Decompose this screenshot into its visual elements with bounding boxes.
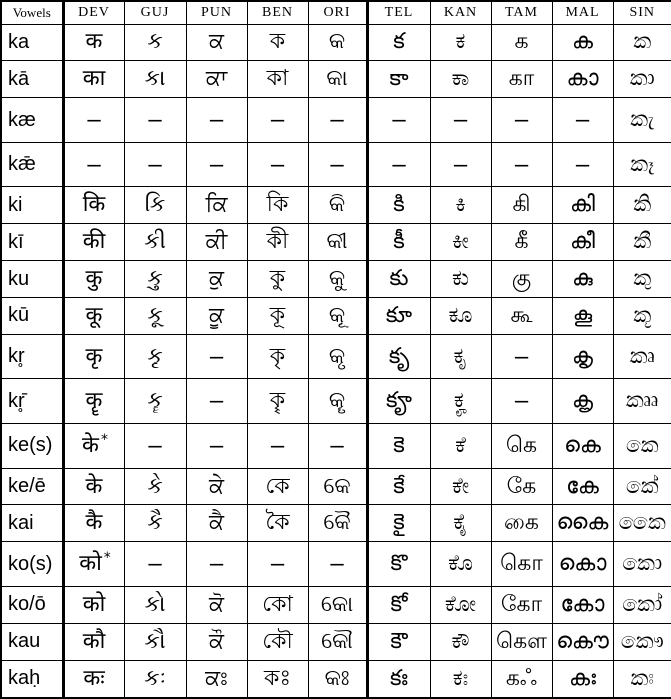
grapheme-cell: කො: [613, 542, 671, 587]
grapheme-cell: கா: [491, 61, 552, 98]
table-row: [1, 334, 671, 379]
grapheme-cell: –: [552, 142, 613, 187]
table-row: [1, 24, 671, 61]
grapheme-cell: कॄ: [63, 379, 124, 424]
grapheme-cell: కూ: [367, 298, 430, 335]
grapheme-cell: கூ: [491, 298, 552, 335]
grapheme-cell: –: [124, 424, 186, 469]
grapheme-text: को: [79, 551, 102, 577]
grapheme-cell: કે: [124, 468, 186, 505]
grapheme-cell: കു: [552, 261, 613, 298]
grapheme-cell: କୈ: [308, 505, 367, 542]
grapheme-cell: കഃ: [552, 660, 613, 698]
grapheme-cell: কূ: [247, 298, 308, 335]
grapheme-cell: కు: [367, 261, 430, 298]
table-row: [1, 623, 671, 660]
grapheme-cell: કૂ: [124, 298, 186, 335]
grapheme-cell: කෞ: [613, 623, 671, 660]
grapheme-cell: –: [124, 98, 186, 143]
grapheme-cell: কী: [247, 224, 308, 261]
grapheme-cell: કુ: [124, 261, 186, 298]
grapheme-cell: കൌ: [552, 623, 613, 660]
grapheme-cell: কো: [247, 586, 308, 623]
grapheme-cell: କୂ: [308, 298, 367, 335]
grapheme-cell: කි: [613, 187, 671, 224]
header-row: [1, 1, 671, 24]
grapheme-cell: –: [430, 142, 491, 187]
grapheme-cell: କା: [308, 61, 367, 98]
row-label: kæ: [1, 98, 63, 143]
grapheme-cell: –: [186, 334, 247, 379]
grapheme-cell: കേ: [552, 468, 613, 505]
grapheme-cell: ਕਿ: [186, 187, 247, 224]
grapheme-cell: કૌ: [124, 623, 186, 660]
row-label: ki: [1, 187, 63, 224]
grapheme-cell: కా: [367, 61, 430, 98]
row-label: kǣ: [1, 142, 63, 187]
row-label: ke/ē: [1, 468, 63, 505]
grapheme-cell: కః: [367, 660, 430, 698]
grapheme-cell: ਕੋ: [186, 586, 247, 623]
grapheme-cell: කඃ: [613, 660, 671, 698]
grapheme-cell: කී: [613, 224, 671, 261]
grapheme-cell: –: [491, 98, 552, 143]
row-label: kai: [1, 505, 63, 542]
grapheme-cell: କୋ: [308, 586, 367, 623]
grapheme-cell: –: [124, 542, 186, 587]
grapheme-cell: કઃ: [124, 660, 186, 698]
row-label: kr̥: [1, 334, 63, 379]
row-label: kū: [1, 298, 63, 335]
grapheme-cell: –: [186, 424, 247, 469]
grapheme-cell: –: [367, 142, 430, 187]
grapheme-cell: కీ: [367, 224, 430, 261]
grapheme-cell: –: [186, 98, 247, 143]
grapheme-cell: કિ: [124, 187, 186, 224]
grapheme-cell: కౌ: [367, 623, 430, 660]
grapheme-cell: કા: [124, 61, 186, 98]
grapheme-cell: ಕಿ: [430, 187, 491, 224]
grapheme-cell: ಕೃ: [430, 334, 491, 379]
column-header-kan: KAN: [430, 1, 491, 24]
grapheme-cell: કૈ: [124, 505, 186, 542]
grapheme-cell: ਕੂ: [186, 298, 247, 335]
grapheme-cell: கெ: [491, 424, 552, 469]
grapheme-cell: কৃ: [247, 334, 308, 379]
table-row: [1, 187, 671, 224]
grapheme-cell: কঃ: [247, 660, 308, 698]
grapheme-cell: କି: [308, 187, 367, 224]
grapheme-cell: ක: [613, 24, 671, 61]
grapheme-cell: కై: [367, 505, 430, 542]
grapheme-cell: के: [63, 468, 124, 505]
grapheme-cell: क: [63, 24, 124, 61]
grapheme-cell: কৌ: [247, 623, 308, 660]
row-label: kr̥̄: [1, 379, 63, 424]
column-header-tel: TEL: [367, 1, 430, 24]
grapheme-cell: ক: [247, 24, 308, 61]
grapheme-cell: –: [308, 542, 367, 587]
grapheme-cell: कू: [63, 298, 124, 335]
grapheme-cell: கி: [491, 187, 552, 224]
grapheme-cell: క: [367, 24, 430, 61]
grapheme-cell: கு: [491, 261, 552, 298]
grapheme-cell: ક: [124, 24, 186, 61]
grapheme-cell: කූ: [613, 298, 671, 335]
grapheme-cell: කෙ: [613, 424, 671, 469]
grapheme-cell: കൈ: [552, 505, 613, 542]
column-header-ori: ORI: [308, 1, 367, 24]
grapheme-cell: –: [308, 142, 367, 187]
grapheme-cell: க: [491, 24, 552, 61]
grapheme-cell: ಕೂ: [430, 298, 491, 335]
grapheme-cell: ਕੁ: [186, 261, 247, 298]
grapheme-cell: कौ: [63, 623, 124, 660]
grapheme-cell: કૃ: [124, 334, 186, 379]
grapheme-cell: ਕੌ: [186, 623, 247, 660]
row-label: ke(s): [1, 424, 63, 469]
grapheme-cell: කු: [613, 261, 671, 298]
grapheme-text: के: [82, 432, 99, 458]
grapheme-cell: കെ: [552, 424, 613, 469]
row-label: ko(s): [1, 542, 63, 587]
table-row: [1, 224, 671, 261]
asterisk-note: *: [103, 550, 111, 567]
grapheme-cell: কু: [247, 261, 308, 298]
table-row: [1, 660, 671, 698]
grapheme-cell: കാ: [552, 61, 613, 98]
table-row: [1, 468, 671, 505]
grapheme-cell: ਕਃ: [186, 660, 247, 698]
grapheme-cell: ਕੈ: [186, 505, 247, 542]
grapheme-cell: ಕೈ: [430, 505, 491, 542]
grapheme-cell: କୄ: [308, 379, 367, 424]
grapheme-cell: ಕೇ: [430, 468, 491, 505]
grapheme-cell: કી: [124, 224, 186, 261]
grapheme-cell: –: [552, 98, 613, 143]
table-row: [1, 586, 671, 623]
grapheme-cell: –: [63, 98, 124, 143]
grapheme-cell: ಕೋ: [430, 586, 491, 623]
grapheme-cell: –: [430, 98, 491, 143]
grapheme-cell: കൄ: [552, 379, 613, 424]
grapheme-cell: കൃ: [552, 334, 613, 379]
grapheme-cell: –: [308, 98, 367, 143]
grapheme-cell: ಕು: [430, 261, 491, 298]
grapheme-cell: කෘ: [613, 334, 671, 379]
grapheme-cell: కౄ: [367, 379, 430, 424]
grapheme-cell: –: [247, 98, 308, 143]
grapheme-cell: ಕ: [430, 24, 491, 61]
grapheme-cell: କୁ: [308, 261, 367, 298]
grapheme-cell: කා: [613, 61, 671, 98]
grapheme-cell: कु: [63, 261, 124, 298]
grapheme-cell: की: [63, 224, 124, 261]
grapheme-cell: কা: [247, 61, 308, 98]
grapheme-cell: ಕಃ: [430, 660, 491, 698]
column-header-ben: BEN: [247, 1, 308, 24]
grapheme-cell: କେ: [308, 468, 367, 505]
grapheme-cell: ക: [552, 24, 613, 61]
grapheme-cell: କଃ: [308, 660, 367, 698]
grapheme-cell: ਕੀ: [186, 224, 247, 261]
grapheme-cell: କୌ: [308, 623, 367, 660]
table-row: [1, 98, 671, 143]
grapheme-cell: കൊ: [552, 542, 613, 587]
grapheme-cell: కే: [367, 468, 430, 505]
grapheme-cell: को: [63, 586, 124, 623]
grapheme-cell: ಕಾ: [430, 61, 491, 98]
grapheme-cell: కి: [367, 187, 430, 224]
grapheme-cell: –: [124, 142, 186, 187]
grapheme-cell: [63, 424, 124, 469]
grapheme-cell: কৈ: [247, 505, 308, 542]
row-label: ku: [1, 261, 63, 298]
table-row: [1, 505, 671, 542]
grapheme-cell: କୃ: [308, 334, 367, 379]
row-label: kaḥ: [1, 660, 63, 698]
grapheme-cell: कै: [63, 505, 124, 542]
grapheme-cell: कः: [63, 660, 124, 698]
grapheme-cell: –: [308, 424, 367, 469]
grapheme-cell: கௌ: [491, 623, 552, 660]
grapheme-cell: කැ: [613, 98, 671, 143]
row-label: ko/ō: [1, 586, 63, 623]
grapheme-cell: कृ: [63, 334, 124, 379]
grapheme-cell: –: [491, 142, 552, 187]
table-row: [1, 298, 671, 335]
grapheme-cell: ಕೌ: [430, 623, 491, 660]
column-header-pun: PUN: [186, 1, 247, 24]
grapheme-cell: কি: [247, 187, 308, 224]
grapheme-cell: கை: [491, 505, 552, 542]
grapheme-cell: କୀ: [308, 224, 367, 261]
table-row: [1, 424, 671, 469]
grapheme-cell: கஃ: [491, 660, 552, 698]
asterisk-note: *: [100, 431, 108, 448]
column-header-vowels: Vowels: [1, 1, 63, 24]
grapheme-cell: –: [63, 142, 124, 187]
grapheme-cell: ਕਾ: [186, 61, 247, 98]
grapheme-cell: –: [247, 542, 308, 587]
row-label: kā: [1, 61, 63, 98]
grapheme-cell: का: [63, 61, 124, 98]
row-label: kau: [1, 623, 63, 660]
grapheme-cell: କ: [308, 24, 367, 61]
grapheme-cell: കി: [552, 187, 613, 224]
grapheme-cell: કૄ: [124, 379, 186, 424]
column-header-mal: MAL: [552, 1, 613, 24]
column-header-tam: TAM: [491, 1, 552, 24]
grapheme-cell: කේ: [613, 468, 671, 505]
grapheme-cell: කෲ: [613, 379, 671, 424]
column-header-sin: SIN: [613, 1, 671, 24]
table-row: [1, 542, 671, 587]
grapheme-cell: কে: [247, 468, 308, 505]
grapheme-cell: ಕೆ: [430, 424, 491, 469]
column-header-guj: GUJ: [124, 1, 186, 24]
grapheme-cell: கோ: [491, 586, 552, 623]
grapheme-cell: –: [186, 379, 247, 424]
grapheme-cell: ಕೊ: [430, 542, 491, 587]
table-row: [1, 142, 671, 187]
grapheme-cell: ਕ: [186, 24, 247, 61]
grapheme-cell: කෝ: [613, 586, 671, 623]
grapheme-cell: –: [186, 542, 247, 587]
grapheme-cell: কৄ: [247, 379, 308, 424]
grapheme-cell: –: [186, 142, 247, 187]
grapheme-cell: கொ: [491, 542, 552, 587]
grapheme-cell: ਕੇ: [186, 468, 247, 505]
table-row: [1, 379, 671, 424]
grapheme-cell: కొ: [367, 542, 430, 587]
grapheme-cell: కృ: [367, 334, 430, 379]
grapheme-cell: കോ: [552, 586, 613, 623]
grapheme-cell: കൂ: [552, 298, 613, 335]
grapheme-cell: कि: [63, 187, 124, 224]
grapheme-cell: കീ: [552, 224, 613, 261]
grapheme-cell: కె: [367, 424, 430, 469]
grapheme-cell: કો: [124, 586, 186, 623]
row-label: kī: [1, 224, 63, 261]
grapheme-cell: ಕೄ: [430, 379, 491, 424]
column-header-dev: DEV: [63, 1, 124, 24]
row-label: ka: [1, 24, 63, 61]
grapheme-cell: –: [247, 424, 308, 469]
grapheme-cell: –: [367, 98, 430, 143]
grapheme-cell: –: [247, 142, 308, 187]
grapheme-cell: கே: [491, 468, 552, 505]
grapheme-cell: ಕೀ: [430, 224, 491, 261]
grapheme-cell: –: [491, 334, 552, 379]
grapheme-cell: కో: [367, 586, 430, 623]
grapheme-cell: කෑ: [613, 142, 671, 187]
grapheme-cell: කෛ: [613, 505, 671, 542]
grapheme-cell: –: [491, 379, 552, 424]
grapheme-cell: கீ: [491, 224, 552, 261]
grapheme-cell: [63, 542, 124, 587]
table-row: [1, 261, 671, 298]
table-row: [1, 61, 671, 98]
